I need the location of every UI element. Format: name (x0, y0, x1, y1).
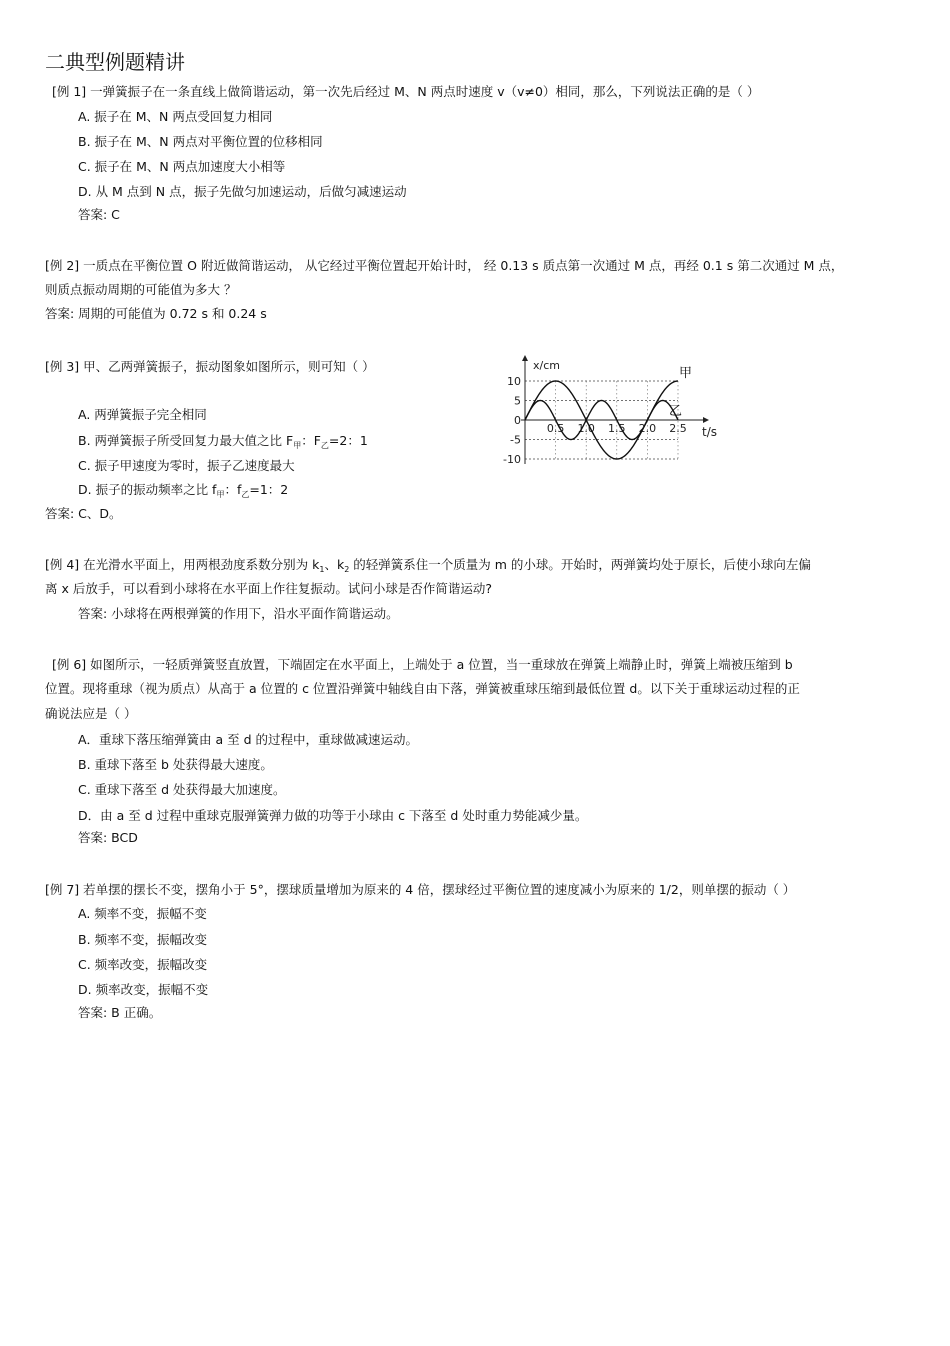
ex6-option-d: D．由 a 至 d 过程中重球克服弹簧弹力做的功等于小球由 c 下落至 d 处时重力势能减少量。 (78, 808, 588, 823)
ex7-option-a: A. 频率不变，振幅不变 (78, 906, 207, 921)
ex7-option-d: D. 频率改变，振幅不变 (78, 982, 209, 997)
ex1-answer: 答案: C (78, 207, 120, 222)
ex2-line1: [例 2] 一质点在平衡位置 O 附近做简谐运动， 从它经过平衡位置起开始计时， 经 0.13 s 质点第一次通过 M 点，再经 0.1 s 第二次通过 M 点， (45, 258, 844, 273)
ex3-question: [例 3] 甲、乙两弹簧振子，振动图象如图所示，则可知（ ） (45, 359, 375, 374)
ex1-option-c: C. 振子在 M、N 两点加速度大小相等 (78, 159, 286, 174)
x-tick-label: 1.0 (577, 422, 595, 435)
ex6-option-a: A．重球下落压缩弹簧由 a 至 d 的过程中，重球做减速运动。 (78, 732, 419, 747)
ex3-option-b: B. 两弹簧振子所受回复力最大值之比 $F_甲$：$F_乙=2$：1 (78, 433, 368, 450)
ex6-answer: 答案: BCD (78, 830, 138, 845)
ex7-option-b: B. 频率不变，振幅改变 (78, 932, 208, 947)
vibration-chart (498, 352, 733, 472)
ex1-question: [例 1] 一弹簧振子在一条直线上做简谐运动，第一次先后经过 M、N 两点时速度 v（v≠0）相同，那么，下列说法正确的是（ ） (52, 84, 760, 99)
y-tick-label: 5 (514, 394, 521, 408)
x-tick-label: 1.5 (608, 422, 626, 435)
y-axis-label: x/cm (533, 359, 560, 372)
ex6-option-b: B. 重球下落至 b 处获得最大速度。 (78, 757, 273, 772)
y-tick-label: -10 (503, 453, 521, 466)
ex6-line2: 位置。现将重球（视为质点）从高于 a 位置的 c 位置沿弹簧中轴线自由下落，弹簧被重球压缩到最低位置 d。以下关于重球运动过程的正 (45, 681, 800, 696)
ex4-line2: 离 x 后放手，可以看到小球将在水平面上作往复振动。试问小球是否作简谐运动? (45, 581, 492, 596)
ex7-answer: 答案: B 正确。 (78, 1005, 162, 1020)
x-axis-label: t/s (702, 425, 717, 439)
series-label-2: 乙 (669, 404, 683, 419)
section-title: 二典型例题精讲 (45, 50, 185, 74)
x-tick-label: 2.0 (638, 422, 657, 435)
ex7-question: [例 7] 若单摆的摆长不变，摆角小于 5°，摆球质量增加为原来的 4 倍，摆球经过平衡位置的速度减小为原来的 1/2，则单摆的振动（ ） (45, 882, 796, 897)
ex3-option-c: C. 振子甲速度为零时，振子乙速度最大 (78, 458, 295, 473)
x-tick-label: 2.5 (669, 422, 687, 435)
ex3-option-d: D. 振子的振动频率之比 $f_甲$：$f_乙=1$：2 (78, 482, 289, 499)
x-tick-label: 0.5 (546, 422, 565, 435)
ex1-option-d: D. 从 M 点到 N 点，振子先做匀加速运动，后做匀减速运动 (78, 184, 407, 199)
ex1-option-b: B. 振子在 M、N 两点对平衡位置的位移相同 (78, 134, 323, 149)
ex1-option-a: A. 振子在 M、N 两点受回复力相同 (78, 109, 273, 124)
x-axis-arrow (703, 417, 709, 423)
ex7-option-c: C. 频率改变，振幅改变 (78, 957, 208, 972)
ex4-answer: 答案: 小球将在两根弹簧的作用下，沿水平面作简谐运动。 (78, 606, 399, 621)
ex6-line1: [例 6] 如图所示，一轻质弹簧竖直放置，下端固定在水平面上，上端处于 a 位置，当一重球放在弹簧上端静止时，弹簧上端被压缩到 b (52, 657, 793, 672)
series-label-1: 甲 (679, 366, 693, 381)
ex6-line3: 确说法应是（ ） (45, 706, 137, 721)
y-tick-label: 0 (514, 414, 521, 427)
ex3-answer: 答案: C、D。 (45, 506, 122, 521)
ex2-answer: 答案: 周期的可能值为 0.72 s 和 0.24 s (45, 306, 267, 321)
y-axis-arrow (522, 355, 528, 361)
y-tick-label: 10 (507, 375, 521, 388)
ex3-option-a: A. 两弹簧振子完全相同 (78, 407, 207, 422)
ex4-line1: [例 4] 在光滑水平面上，用两根劲度系数分别为 $k_1$、$k_2$ 的轻弹簧系住一个质量为 m 的小球。开始时，两弹簧均处于原长，后使小球向左偏 (45, 557, 811, 574)
ex6-option-c: C. 重球下落至 d 处获得最大加速度。 (78, 782, 286, 797)
y-tick-label: -5 (510, 433, 521, 447)
ex2-line2: 则质点振动周期的可能值为多大 ？ (45, 282, 237, 297)
